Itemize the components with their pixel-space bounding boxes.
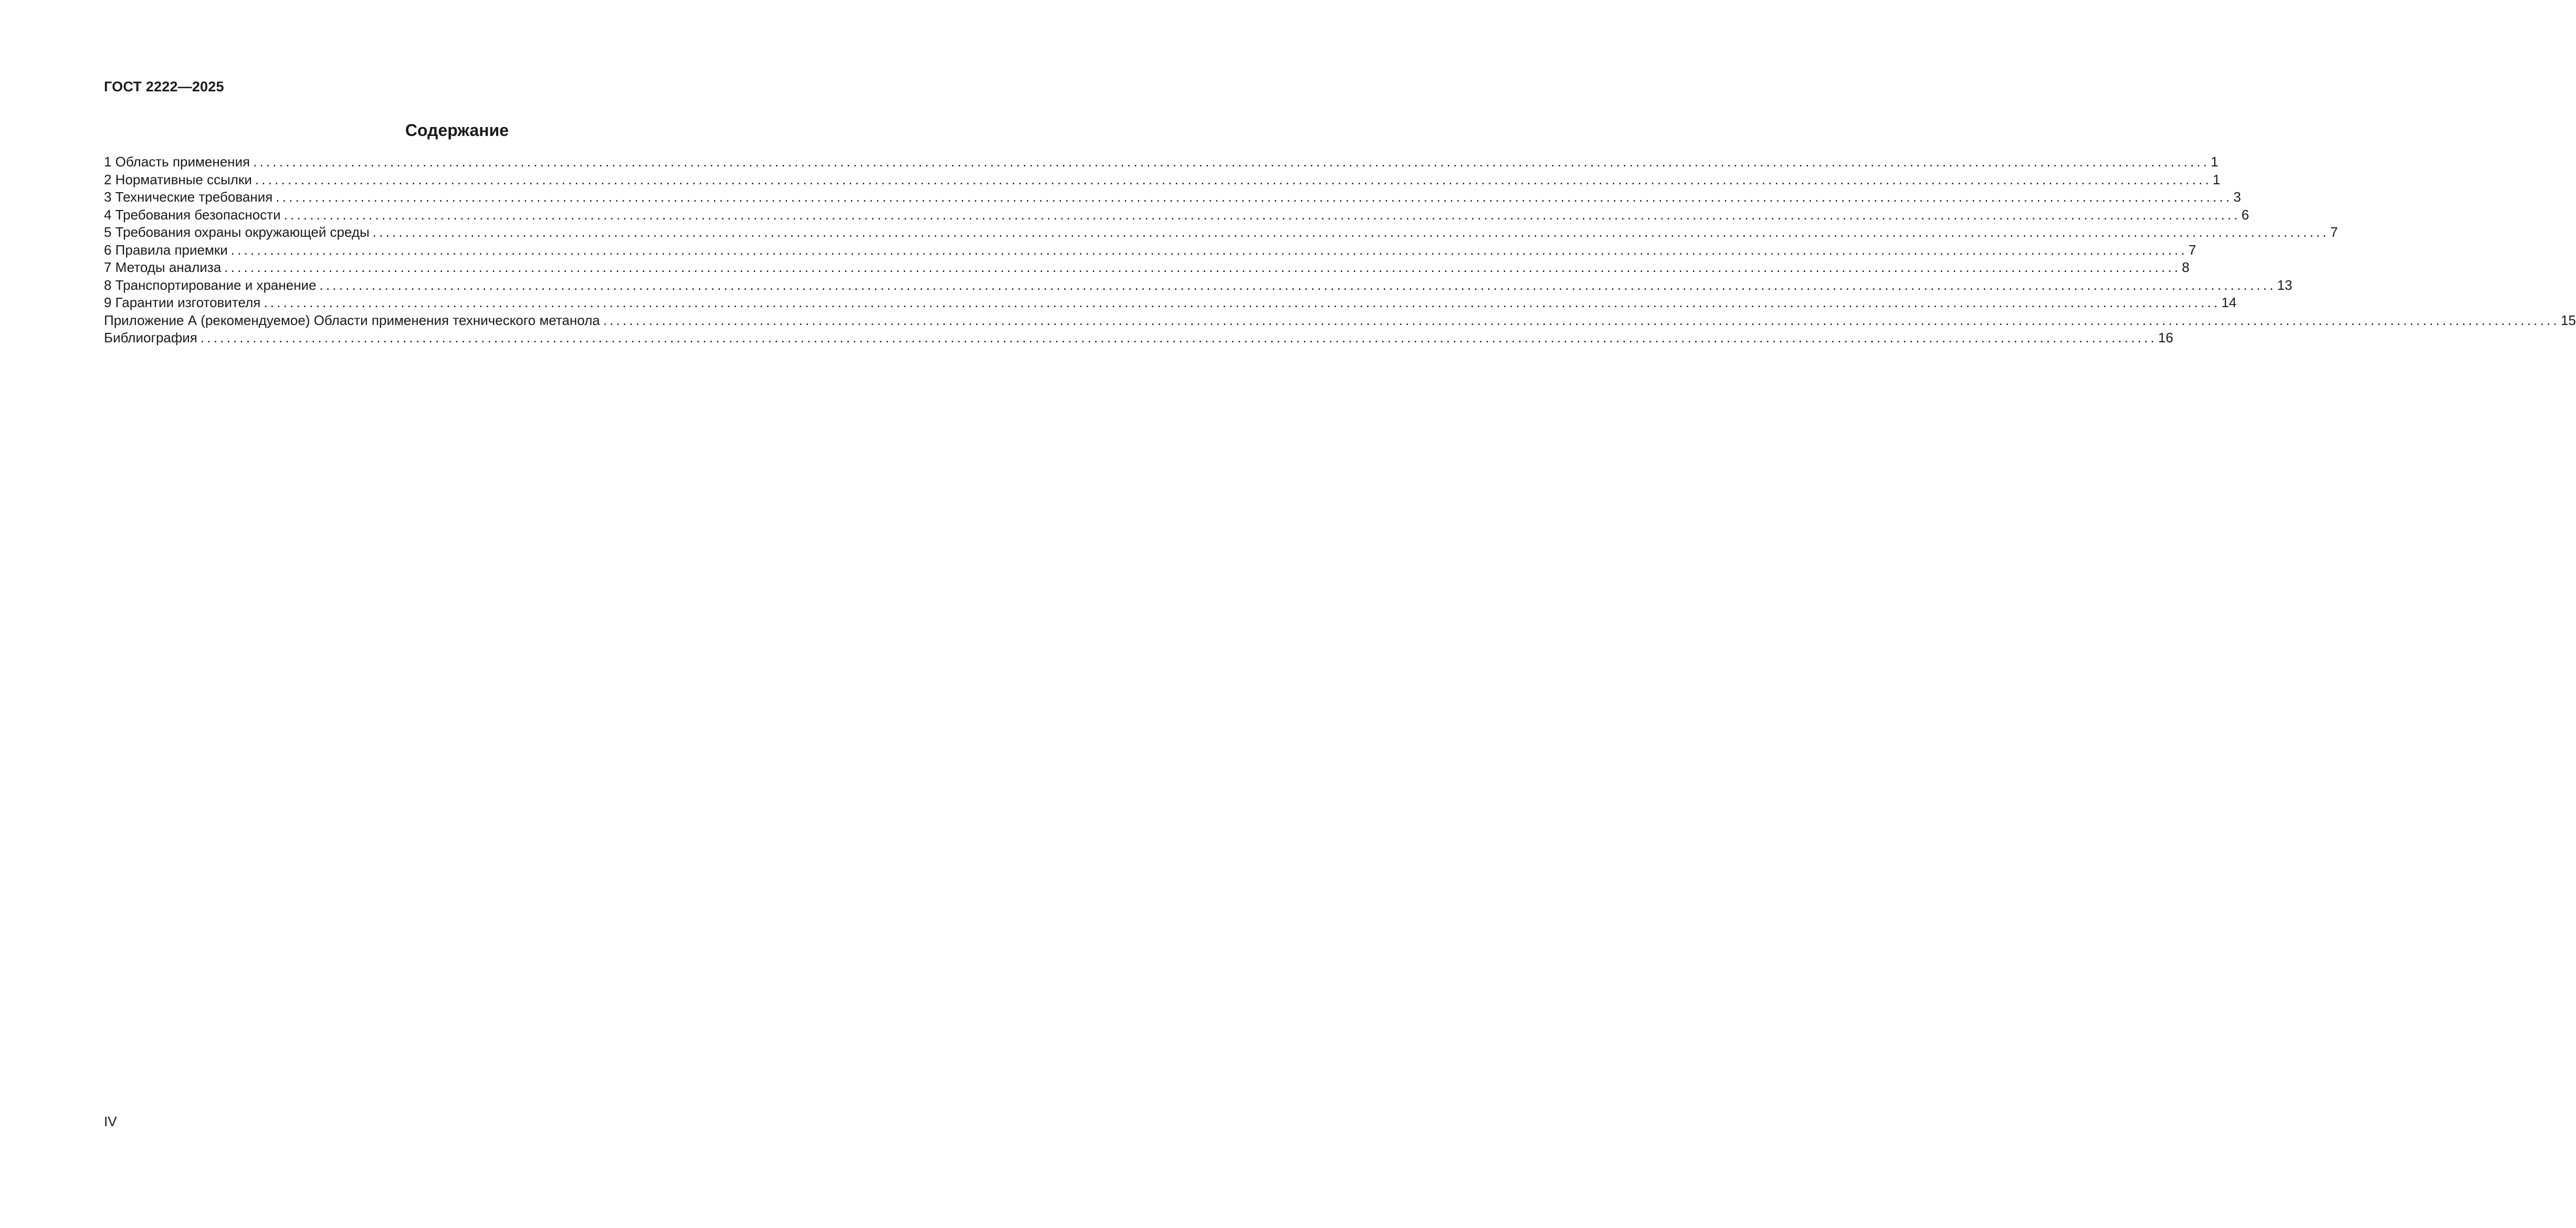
toc-dot-leader: ............................................................................................................................................................................................................................................................................................................ <box>276 189 2233 205</box>
toc-item[interactable] <box>104 277 2293 295</box>
table-of-contents <box>104 153 2576 347</box>
toc-item-page: 6 <box>2241 206 2249 223</box>
toc-item-page: 7 <box>2330 224 2338 240</box>
toc-dot-leader: ............................................................................................................................................................................................................................................................................................................ <box>255 171 2212 187</box>
toc-item-page: 8 <box>2182 259 2190 275</box>
toc-dot-leader: ............................................................................................................................................................................................................................................................................................................ <box>200 330 2157 345</box>
toc-dot-leader: ............................................................................................................................................................................................................................................................................................................ <box>230 242 2188 258</box>
toc-dot-leader: ............................................................................................................................................................................................................................................................................................................ <box>253 154 2210 170</box>
toc-item-label: 8 Транспортирование и хранение <box>104 277 317 293</box>
toc-item-page: 1 <box>2211 154 2218 170</box>
toc-item-label: 5 Требования охраны окружающей среды <box>104 224 370 240</box>
toc-item[interactable] <box>104 329 2173 347</box>
toc-item[interactable] <box>104 312 2576 330</box>
toc-item-label: 4 Требования безопасности <box>104 206 281 223</box>
toc-item-page: 3 <box>2233 189 2241 205</box>
toc-item-label: 2 Нормативные ссылки <box>104 171 252 187</box>
toc-dot-leader: ............................................................................................................................................................................................................................................................................................................ <box>372 224 2329 240</box>
toc-item-label: Библиография <box>104 330 197 345</box>
toc-item-page: 1 <box>2212 171 2221 187</box>
toc-item[interactable] <box>104 294 2237 312</box>
toc-item-page: 16 <box>2158 330 2173 345</box>
toc-item-label: 3 Технические требования <box>104 189 273 205</box>
document-code: ГОСТ 2222—2025 <box>104 79 224 95</box>
toc-item-label: 7 Методы анализа <box>104 259 222 275</box>
toc-item[interactable] <box>104 206 2249 224</box>
toc-item[interactable] <box>104 153 2218 171</box>
toc-item-label: Приложение А (рекомендуемое) Области применения технического метанола <box>104 312 600 328</box>
toc-item[interactable] <box>104 188 2241 206</box>
toc-item-label: 6 Правила приемки <box>104 242 228 258</box>
toc-item[interactable] <box>104 259 2190 277</box>
toc-item[interactable] <box>104 171 2221 189</box>
toc-item-page: 7 <box>2188 242 2196 258</box>
toc-dot-leader: ............................................................................................................................................................................................................................................................................................................ <box>264 295 2221 310</box>
toc-item-label: 9 Гарантии изготовителя <box>104 295 261 310</box>
toc-dot-leader: ............................................................................................................................................................................................................................................................................................................ <box>224 259 2181 275</box>
toc-item-page: 14 <box>2221 295 2237 310</box>
toc-title: Содержание <box>405 121 509 140</box>
toc-item-page: 15 <box>2560 312 2576 328</box>
toc-item-page: 13 <box>2277 277 2293 293</box>
toc-item[interactable] <box>104 242 2196 259</box>
page-number: IV <box>104 1114 117 1129</box>
toc-dot-leader: ............................................................................................................................................................................................................................................................................................................ <box>603 312 2560 328</box>
toc-item[interactable] <box>104 224 2338 242</box>
toc-item-label: 1 Область применения <box>104 154 250 170</box>
toc-dot-leader: ............................................................................................................................................................................................................................................................................................................ <box>283 206 2241 223</box>
toc-dot-leader: ............................................................................................................................................................................................................................................................................................................ <box>319 277 2276 293</box>
